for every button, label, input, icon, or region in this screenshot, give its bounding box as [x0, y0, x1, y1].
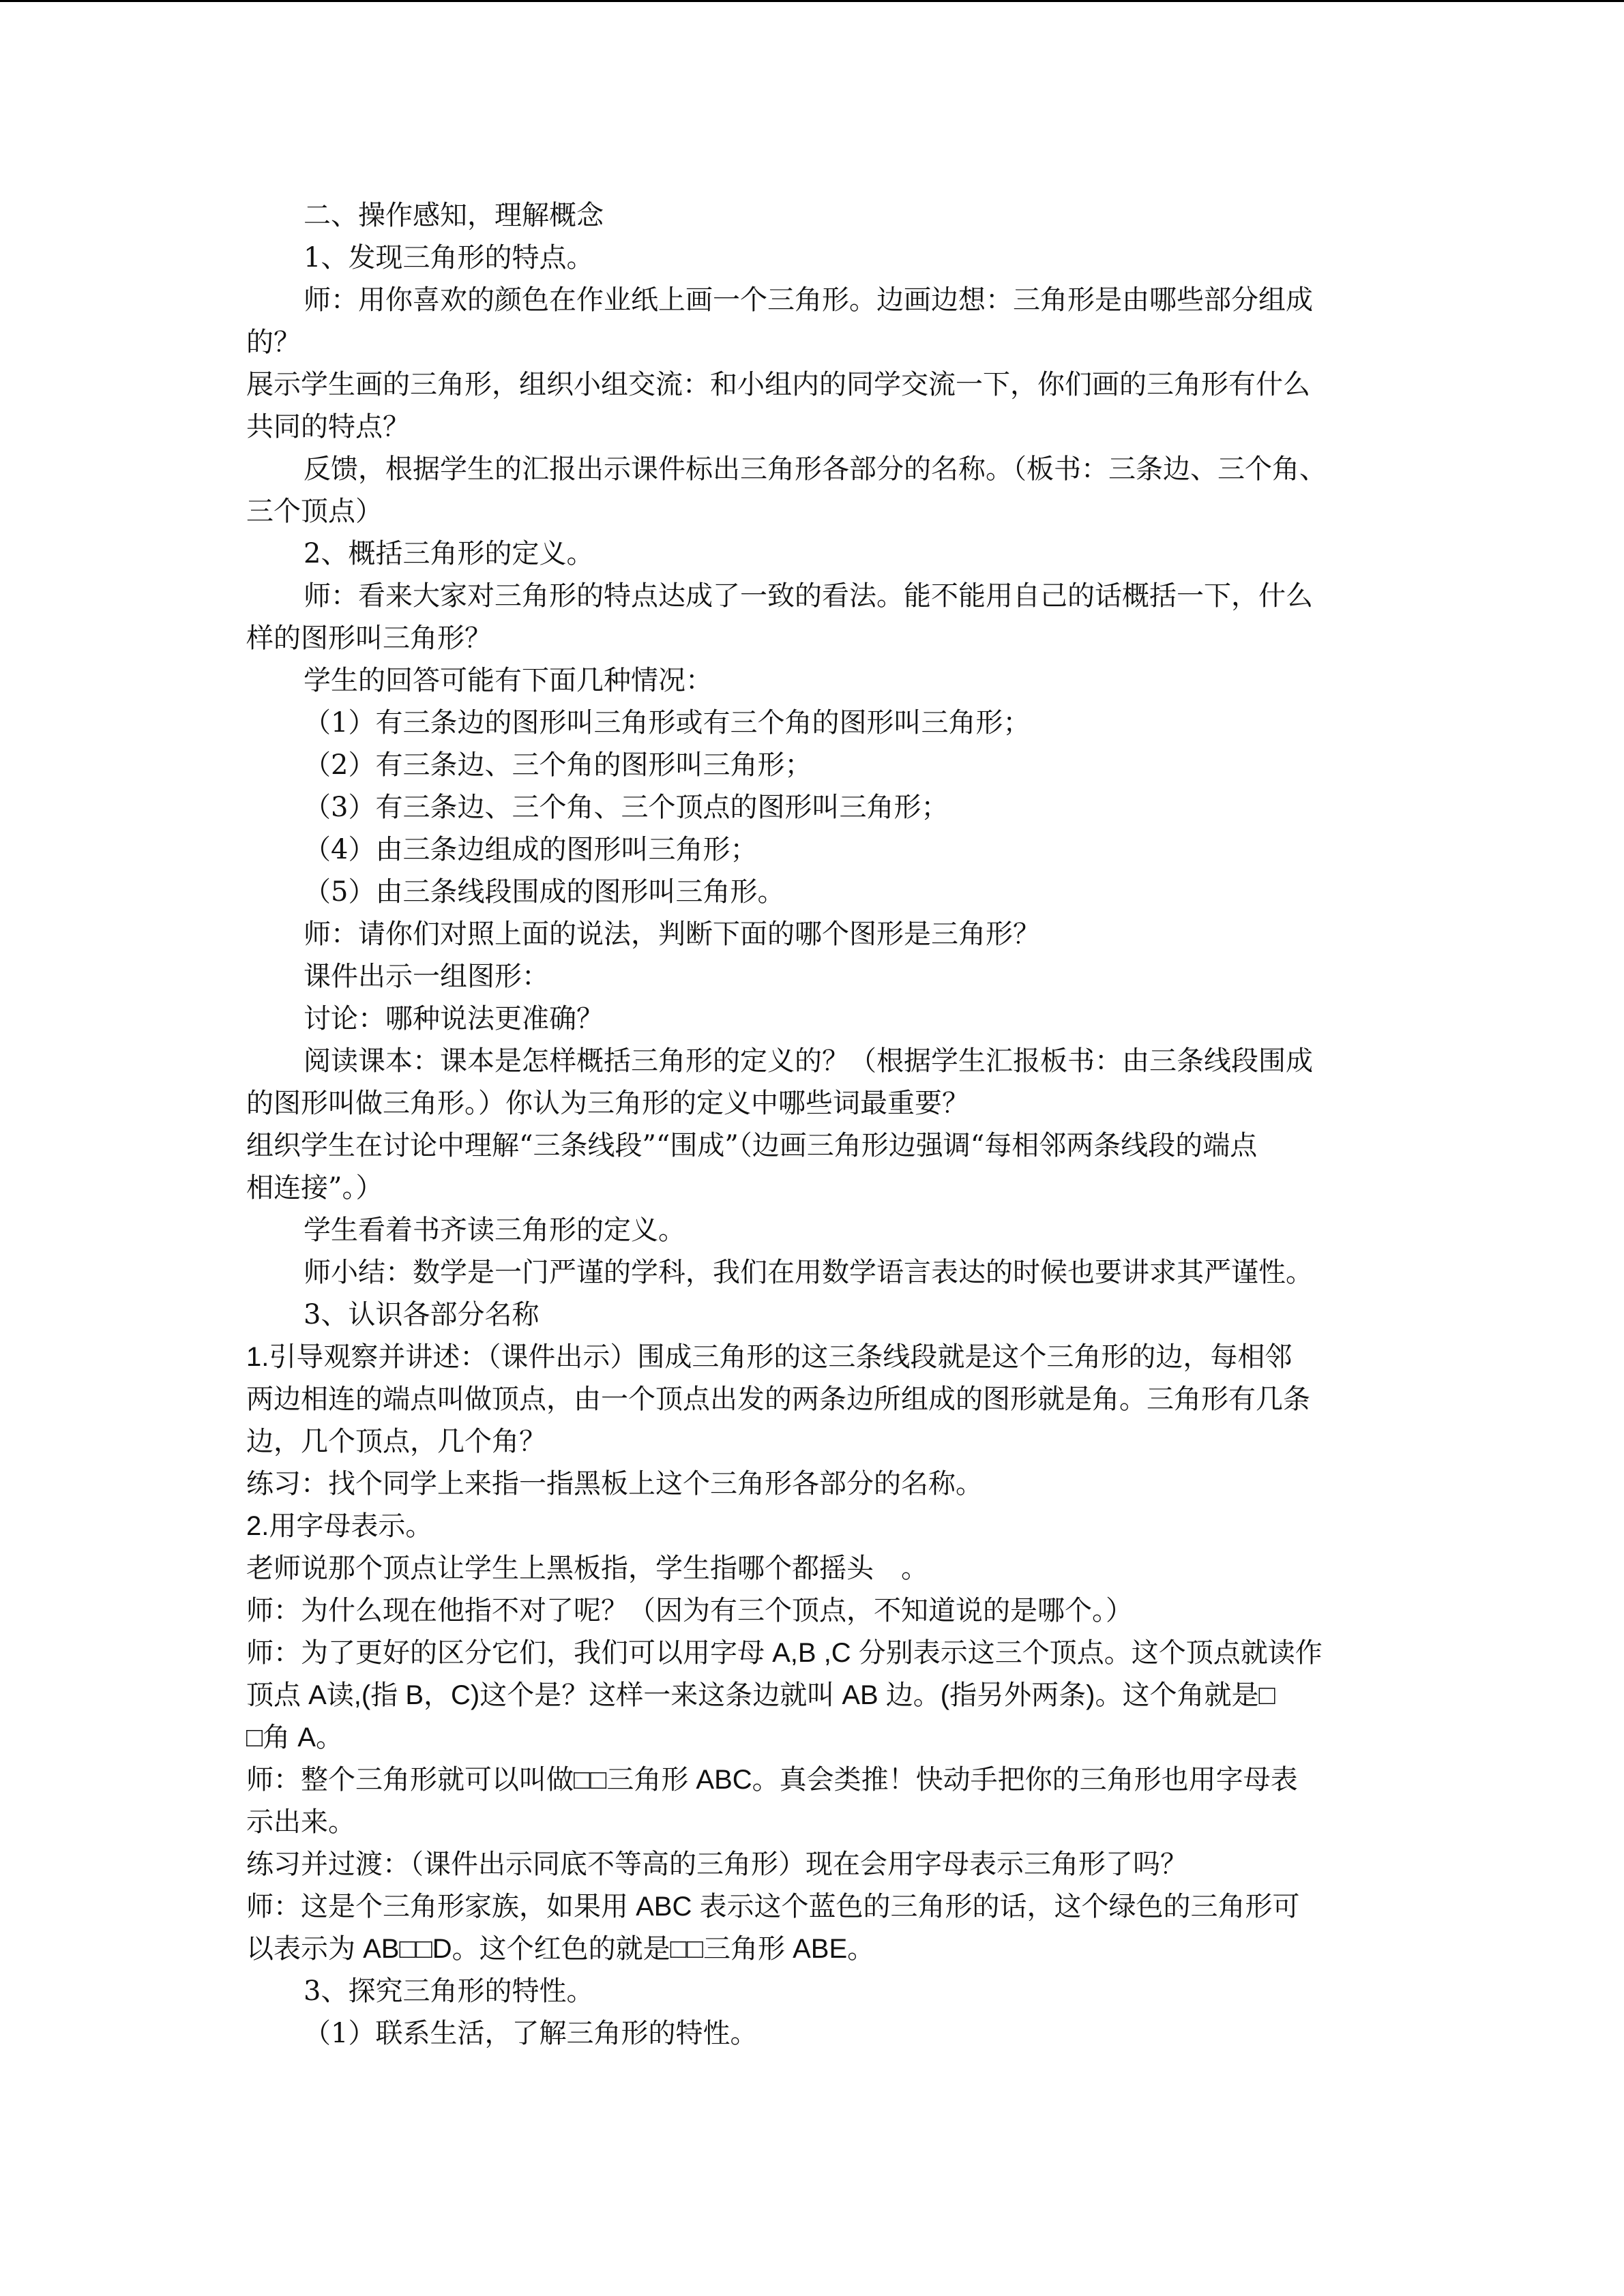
subheading-part-names: 3、认识各部分名称 [304, 1299, 540, 1330]
paragraph-line: 相连接”。） [246, 1172, 383, 1204]
paragraph-line: 学生的回答可能有下面几种情况： [304, 665, 713, 696]
paragraph-line: 示出来。 [246, 1807, 355, 1837]
paragraph-line: 三个顶点） [246, 496, 383, 527]
paragraph-line: 反馈，根据学生的汇报出示课件标出三角形各部分的名称。（板书：三条边、三个角、 [304, 453, 1327, 485]
paragraph-line: 师：这是个三角形家族，如果用 ABC 表示这个蓝色的三角形的话，这个绿色的三角形可 [246, 1892, 1300, 1922]
paragraph-line: 师：用你喜欢的颜色在作业纸上画一个三角形。边画边想：三角形是由哪些部分组成 [304, 284, 1313, 316]
paragraph-line: 学生看着书齐读三角形的定义。 [304, 1214, 685, 1246]
subheading-discover-features: 1、发现三角形的特点。 [304, 242, 594, 273]
paragraph-line: 师：请你们对照上面的说法，判断下面的哪个图形是三角形？ [304, 919, 1040, 950]
paragraph-line: 共同的特点？ [246, 411, 410, 443]
list-item: （4）由三条边组成的图形叫三角形； [304, 834, 758, 865]
paragraph-line: 边，几个顶点，几个角？ [246, 1427, 546, 1457]
list-item: （1）有三条边的图形叫三角形或有三个角的图形叫三角形； [304, 707, 1031, 739]
paragraph-line: 阅读课本：课本是怎样概括三角形的定义的？（根据学生汇报板书：由三条线段围成 [304, 1045, 1313, 1077]
paragraph-line: 顶点 A读,(指 B，C)这个是？这样一来这条边就叫 AB 边。(指另外两条)。这个角就是□ [246, 1680, 1275, 1710]
paragraph-line: 讨论：哪种说法更准确？ [304, 1003, 604, 1034]
list-item: （5）由三条线段围成的图形叫三角形。 [304, 876, 785, 908]
paragraph-line: 1.引导观察并讲述：（课件出示）围成三角形的这三条线段就是这个三角形的边，每相邻 [246, 1342, 1293, 1372]
paragraph-line: 的图形叫做三角形。）你认为三角形的定义中哪些词最重要？ [246, 1088, 969, 1119]
paragraph-line: 课件出示一组图形： [304, 961, 549, 992]
paragraph-line: 2.用字母表示。 [246, 1511, 433, 1541]
paragraph-line: 老师说那个顶点让学生上黑板指，学生指哪个都摇头 。 [246, 1553, 928, 1583]
paragraph-line: 练习：找个同学上来指一指黑板上这个三角形各部分的名称。 [246, 1469, 983, 1499]
list-item: （1）联系生活，了解三角形的特性。 [304, 2018, 758, 2049]
paragraph-line: 组织学生在讨论中理解“三条线段”“围成”（边画三角形边强调“每相邻两条线段的端点 [246, 1130, 1258, 1161]
paragraph-line: 的？ [246, 327, 301, 358]
paragraph-line: 师：整个三角形就可以叫做□□三角形 ABC。真会类推！快动手把你的三角形也用字母表 [246, 1765, 1298, 1795]
page-top-border [0, 0, 1624, 2]
list-item: （3）有三条边、三个角、三个顶点的图形叫三角形； [304, 792, 949, 823]
paragraph-line: 展示学生画的三角形，组织小组交流：和小组内的同学交流一下，你们画的三角形有什么 [246, 369, 1310, 400]
paragraph-line: 练习并过渡：（课件出示同底不等高的三角形）现在会用字母表示三角形了吗？ [246, 1849, 1187, 1879]
paragraph-line: 以表示为 AB□□D。这个红色的就是□□三角形 ABE。 [246, 1934, 875, 1964]
paragraph-line: 两边相连的端点叫做顶点，由一个顶点出发的两条边所组成的图形就是角。三角形有几条 [246, 1384, 1310, 1414]
paragraph-line: 样的图形叫三角形？ [246, 623, 492, 654]
paragraph-line: 师：为什么现在他指不对了呢？（因为有三个顶点，不知道说的是哪个。） [246, 1596, 1133, 1626]
section-heading-operation: 二、操作感知，理解概念 [304, 200, 604, 231]
subheading-definition: 2、概括三角形的定义。 [304, 538, 594, 569]
list-item: （2）有三条边、三个角的图形叫三角形； [304, 749, 812, 781]
paragraph-line: 师：为了更好的区分它们，我们可以用字母 A,B ,C 分别表示这三个顶点。这个顶点就读作 [246, 1638, 1323, 1668]
paragraph-line: 师：看来大家对三角形的特点达成了一致的看法。能不能用自己的话概括一下，什么 [304, 580, 1313, 612]
subheading-explore-properties: 3、探究三角形的特性。 [304, 1976, 594, 2007]
paragraph-line: 师小结：数学是一门严谨的学科，我们在用数学语言表达的时候也要讲求其严谨性。 [304, 1257, 1313, 1288]
paragraph-line: □角 A。 [246, 1723, 343, 1753]
